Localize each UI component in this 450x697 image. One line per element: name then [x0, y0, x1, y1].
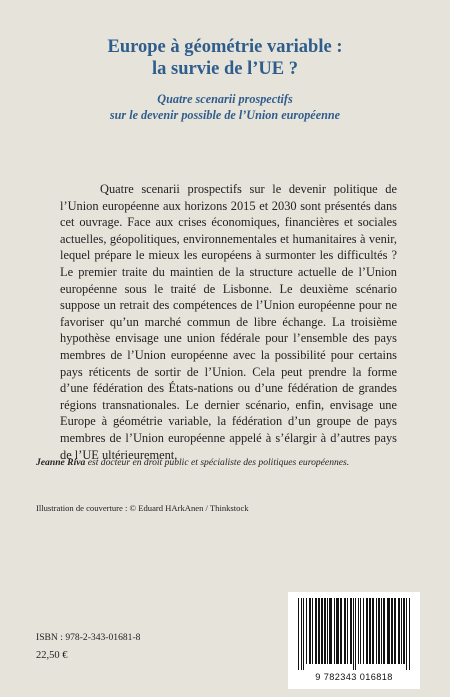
barcode: [288, 592, 420, 689]
barcode-bar: [306, 598, 307, 664]
barcode-bar: [321, 598, 323, 664]
barcode-bar: [401, 598, 402, 664]
book-subtitle-line1: Quatre scenarii prospectifs: [157, 92, 293, 106]
price: 22,50 €: [36, 650, 68, 661]
barcode-bar: [324, 598, 326, 664]
isbn: ISBN : 978-2-343-01681-8: [36, 632, 141, 643]
book-title-line1: Europe à géométrie variable :: [107, 37, 343, 57]
barcode-bar: [355, 598, 356, 670]
barcode-bar: [340, 598, 342, 664]
author-bio: est docteur en droit public et spécialiste des politiques européennes.: [85, 457, 350, 468]
barcode-bar: [387, 598, 390, 664]
barcode-bar: [378, 598, 380, 664]
barcode-bar: [336, 598, 339, 664]
barcode-bar: [376, 598, 377, 664]
barcode-bar: [344, 598, 346, 664]
barcode-bar: [363, 598, 364, 664]
barcode-bar: [358, 598, 359, 664]
barcode-bar: [406, 598, 407, 670]
book-title-line2: la survie de l’UE ?: [152, 59, 298, 79]
barcode-bar: [366, 598, 368, 664]
barcode-bar: [329, 598, 332, 664]
barcode-bar: [409, 598, 410, 670]
barcode-bar: [303, 598, 304, 670]
blurb-paragraph: Quatre scenarii prospectifs sur le devenir politique de l’Union européenne aux horizons 2015 et 2030 sont présentés dans cet ouvrage. Face aux crises économiques, financières et sociales actuelles, géopolitiques, environnementales et humanitaires à venir, lequel prépare le mieux les européens à surmonter les difficultés ? Le premier traite du maintien de la structure actuelle de l’Union européenne sous le traité de Lisbonne. Le deuxième scénario suppose un retrait des compétences de l’Union européenne pour ne favoriser qu’un marché commun de libre échange. La troisième hypothèse envisage une union fédérale pour l’ensemble des pays membres de l’Union européenne avec la possibilité pour certains pays réticents de sortir de l’Union. Cela peut prendre la forme d’une fédération des États-nations ou d’une fédération de grandes régions transnationales. Le dernier scénario, enfin, envisage une Europe à géométrie variable, la fédération d’un groupe de pays membres de l’Union européenne appelé à s’élargir à d’autres pays de l’UE ultérieurement.: [60, 182, 397, 462]
barcode-bar: [347, 598, 348, 664]
barcode-bar: [353, 598, 354, 670]
barcode-bar: [369, 598, 371, 664]
barcode-bar: [381, 598, 382, 664]
barcode-bar: [327, 598, 328, 664]
barcode-bar: [360, 598, 361, 664]
author-note: [36, 457, 426, 469]
barcode-bar: [309, 598, 311, 664]
barcode-digits: 9 782343 016818: [315, 672, 393, 682]
barcode-bar: [350, 598, 352, 664]
barcode-bar: [318, 598, 320, 664]
barcode-bar: [403, 598, 405, 664]
barcode-bar: [315, 598, 317, 664]
author-name: Jeanne Riva: [36, 457, 86, 468]
barcode-bar: [334, 598, 335, 664]
barcode-bars: [288, 592, 420, 672]
barcode-bar: [372, 598, 374, 664]
barcode-bar: [383, 598, 385, 664]
barcode-bar: [298, 598, 299, 670]
book-subtitle-line2: sur le devenir possible de l’Union européenne: [109, 108, 341, 122]
barcode-bar: [391, 598, 393, 664]
barcode-bar: [398, 598, 400, 664]
barcode-bar: [301, 598, 302, 670]
barcode-bar: [312, 598, 313, 664]
barcode-bar: [394, 598, 396, 664]
illustration-credit: Illustration de couverture : © Eduard HArkAnen / Thinkstock: [36, 503, 249, 513]
